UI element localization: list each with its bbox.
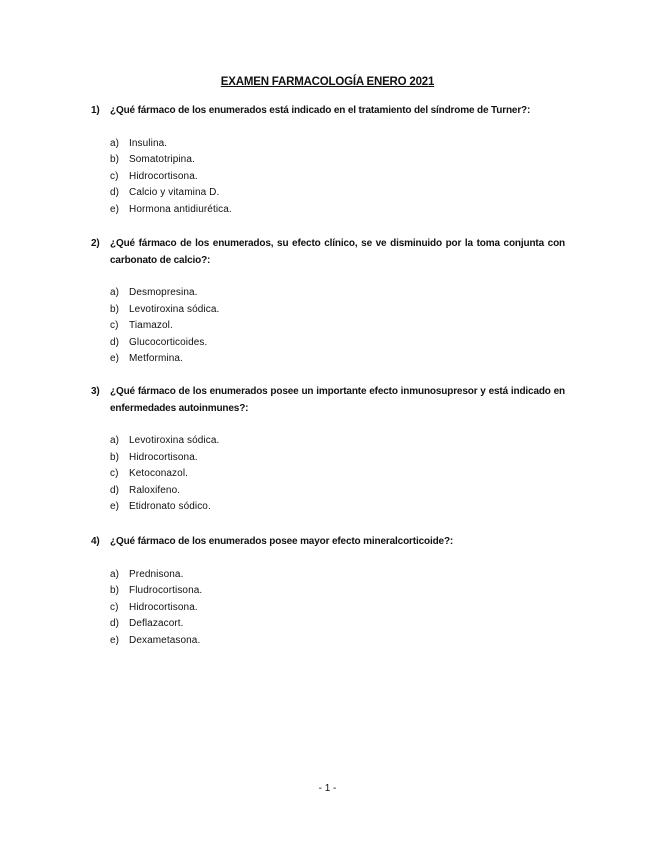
option-letter: c) [110,320,119,331]
option-c [110,466,565,483]
option-b [110,302,565,319]
option-text: Insulina. [129,137,168,149]
option-a [110,285,565,302]
option-letter: c) [110,468,119,479]
answer-options [91,136,565,219]
option-text: Ketoconazol. [129,468,189,479]
option-letter: c) [110,601,119,613]
option-text: Deflazacort. [129,618,184,629]
option-text: Hormona antidiurética. [129,203,232,215]
question-header [91,236,565,269]
option-a [110,136,565,153]
option-letter: b) [110,585,120,596]
question-header [91,534,565,551]
option-text: Raloxifeno. [129,484,181,496]
option-letter: b) [110,154,120,165]
option-c [110,318,565,335]
question-3 [91,384,565,516]
option-letter: e) [110,203,120,215]
option-text: Desmopresina. [129,287,198,298]
question-number: 4) [91,536,100,547]
option-d [110,483,565,500]
question-text: ¿Qué fármaco de los enumerados posee mayor efecto mineralcorticoide?: [110,536,454,547]
option-e [110,202,565,219]
option-d [110,185,565,202]
question-text: ¿Qué fármaco de los enumerados posee un importante efecto inmunosupresor y está indicado en enfermedades autoinmunes?: [110,386,565,414]
option-text: Metformina. [129,353,183,364]
option-letter: b) [110,303,120,315]
option-letter: a) [110,287,120,298]
question-text: ¿Qué fármaco de los enumerados está indicado en el tratamiento del síndrome de Turner?: [110,105,531,116]
question-2 [91,236,565,368]
option-text: Fludrocortisona. [129,585,203,596]
option-b [110,152,565,169]
option-e [110,351,565,368]
option-text: Hidrocortisona. [129,601,198,613]
option-d [110,335,565,352]
answer-options [91,433,565,516]
option-d [110,616,565,633]
option-text: Glucocorticoides. [129,336,208,348]
question-4 [91,534,565,649]
option-text: Somatotripina. [129,154,195,165]
option-text: Etidronato sódico. [129,501,211,512]
option-letter: d) [110,484,120,496]
option-c [110,169,565,186]
answer-options [91,567,565,650]
option-letter: d) [110,618,120,629]
option-text: Dexametasona. [129,634,201,646]
question-number: 2) [91,238,100,249]
option-letter: c) [110,170,119,182]
option-text: Hidrocortisona. [129,170,198,182]
option-letter: a) [110,435,120,446]
question-1 [91,103,565,218]
option-b [110,583,565,600]
option-a [110,433,565,450]
option-letter: b) [110,451,120,463]
page-number: - 1 - [318,783,337,794]
option-a [110,567,565,584]
option-e [110,633,565,650]
option-b [110,450,565,467]
option-letter: e) [110,501,120,512]
question-text: ¿Qué fármaco de los enumerados, su efecto clínico, se ve disminuido por la toma conjunta con carbonato de calcio?: [110,238,565,266]
question-header [91,384,565,417]
question-header [91,103,565,120]
option-c [110,600,565,617]
option-letter: d) [110,336,120,348]
option-e [110,499,565,516]
option-text: Prednisona. [129,568,184,580]
option-letter: e) [110,634,120,646]
question-number: 1) [91,105,100,116]
option-text: Calcio y vitamina D. [129,187,220,198]
option-text: Hidrocortisona. [129,451,198,463]
option-text: Levotiroxina sódica. [129,435,220,446]
option-letter: a) [110,137,120,149]
option-letter: e) [110,353,120,364]
option-text: Levotiroxina sódica. [129,303,220,315]
answer-options [91,285,565,368]
option-text: Tiamazol. [129,320,173,331]
exam-title: EXAMEN FARMACOLOGÍA ENERO 2021 [220,76,435,88]
option-letter: d) [110,187,120,198]
option-letter: a) [110,568,120,580]
question-number: 3) [91,386,100,397]
